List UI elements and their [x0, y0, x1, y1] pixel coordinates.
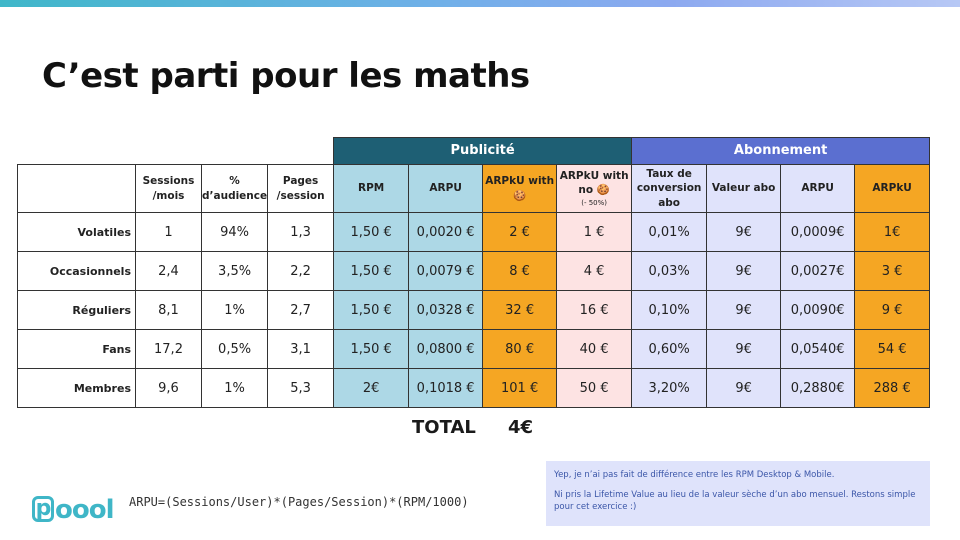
cell-arpu-abo: 0,0009€: [781, 213, 855, 252]
poool-logo: [32, 496, 114, 524]
cell-arpku-with-cookie: 8 €: [483, 252, 557, 291]
table-row: [18, 330, 930, 369]
header-audience: % d’audience: [202, 165, 268, 213]
cell-arpu-pub: 0,1018 €: [409, 369, 483, 408]
cell-arpku-with-cookie: 32 €: [483, 291, 557, 330]
cell-taux-conversion: 0,10%: [632, 291, 707, 330]
cell-sessions: 17,2: [136, 330, 202, 369]
column-header-row: [18, 165, 930, 213]
cell-arpu-pub: 0,0800 €: [409, 330, 483, 369]
cell-arpu-abo: 0,0027€: [781, 252, 855, 291]
header-taux-conversion: Taux de conversion abo: [632, 165, 707, 213]
table-row: [18, 213, 930, 252]
cell-pages: 2,7: [268, 291, 334, 330]
cell-taux-conversion: 0,60%: [632, 330, 707, 369]
table-row: [18, 252, 930, 291]
note-box: [546, 461, 930, 526]
cell-sessions: 2,4: [136, 252, 202, 291]
cell-valeur-abo: 9€: [707, 369, 781, 408]
row-label: Occasionnels: [18, 252, 136, 291]
table-row: [18, 291, 930, 330]
cell-arpku-abo: 3 €: [855, 252, 930, 291]
cell-arpku-no-cookie: 1 €: [557, 213, 632, 252]
cell-arpku-no-cookie: 4 €: [557, 252, 632, 291]
cell-sessions: 1: [136, 213, 202, 252]
group-header-row: [18, 138, 930, 165]
cell-arpku-no-cookie: 50 €: [557, 369, 632, 408]
group-publicite: Publicité: [334, 138, 632, 165]
group-spacer: [18, 138, 334, 165]
header-arpku-abo: ARPkU: [855, 165, 930, 213]
cell-rpm: 1,50 €: [334, 291, 409, 330]
cell-arpku-with-cookie: 80 €: [483, 330, 557, 369]
note-line-1: Yep, je n’ai pas fait de différence entre les RPM Desktop & Mobile.: [554, 470, 835, 480]
cell-taux-conversion: 3,20%: [632, 369, 707, 408]
header-valeur-abo: Valeur abo: [707, 165, 781, 213]
row-label: Réguliers: [18, 291, 136, 330]
cell-rpm: 2€: [334, 369, 409, 408]
total-value: 4€: [508, 417, 534, 438]
cell-audience: 0,5%: [202, 330, 268, 369]
cell-arpku-abo: 9 €: [855, 291, 930, 330]
table-row: [18, 369, 930, 408]
cell-taux-conversion: 0,01%: [632, 213, 707, 252]
header-rpm: RPM: [334, 165, 409, 213]
cell-arpu-abo: 0,0090€: [781, 291, 855, 330]
cell-arpu-pub: 0,0020 €: [409, 213, 483, 252]
cell-valeur-abo: 9€: [707, 291, 781, 330]
cell-valeur-abo: 9€: [707, 252, 781, 291]
cell-audience: 94%: [202, 213, 268, 252]
header-arpu-pub: ARPU: [409, 165, 483, 213]
row-label: Fans: [18, 330, 136, 369]
row-label: Volatiles: [18, 213, 136, 252]
header-arpu-abo: ARPU: [781, 165, 855, 213]
total-label: TOTAL: [412, 417, 476, 438]
cell-sessions: 8,1: [136, 291, 202, 330]
group-abonnement: Abonnement: [632, 138, 930, 165]
cell-rpm: 1,50 €: [334, 252, 409, 291]
cell-rpm: 1,50 €: [334, 213, 409, 252]
cell-pages: 1,3: [268, 213, 334, 252]
cell-arpku-no-cookie: 16 €: [557, 291, 632, 330]
cell-arpku-abo: 288 €: [855, 369, 930, 408]
header-arpku-no-cookie-note: (- 50%): [581, 198, 608, 207]
header-arpku-no-cookie-label: ARPkU with no 🍪: [559, 169, 629, 196]
cell-pages: 2,2: [268, 252, 334, 291]
cell-arpku-abo: 54 €: [855, 330, 930, 369]
cell-arpu-pub: 0,0328 €: [409, 291, 483, 330]
cell-arpku-with-cookie: 101 €: [483, 369, 557, 408]
row-label: Membres: [18, 369, 136, 408]
cell-sessions: 9,6: [136, 369, 202, 408]
cell-audience: 1%: [202, 291, 268, 330]
cell-arpku-with-cookie: 2 €: [483, 213, 557, 252]
logo-rest: oool: [55, 495, 114, 525]
cell-taux-conversion: 0,03%: [632, 252, 707, 291]
cell-audience: 3,5%: [202, 252, 268, 291]
cell-pages: 5,3: [268, 369, 334, 408]
cell-arpu-pub: 0,0079 €: [409, 252, 483, 291]
arpu-formula: ARPU=(Sessions/User)*(Pages/Session)*(RPM/1000): [129, 495, 469, 509]
logo-first-letter: p: [32, 496, 54, 522]
cell-arpu-abo: 0,2880€: [781, 369, 855, 408]
note-line-2: Ni pris la Lifetime Value au lieu de la valeur sèche d’un abo mensuel. Restons simple pour cet exercice :): [554, 490, 916, 512]
cell-arpku-abo: 1€: [855, 213, 930, 252]
cell-audience: 1%: [202, 369, 268, 408]
top-gradient-bar: [0, 0, 960, 7]
cell-arpku-no-cookie: 40 €: [557, 330, 632, 369]
cell-rpm: 1,50 €: [334, 330, 409, 369]
cell-pages: 3,1: [268, 330, 334, 369]
header-segment: [18, 165, 136, 213]
header-arpku-with-cookie: ARPkU with🍪: [483, 165, 557, 213]
table-body: [18, 213, 930, 408]
cell-arpu-abo: 0,0540€: [781, 330, 855, 369]
header-arpku-no-cookie: [557, 165, 632, 213]
page-title: C’est parti pour les maths: [42, 56, 530, 96]
cell-valeur-abo: 9€: [707, 213, 781, 252]
header-pages: Pages /session: [268, 165, 334, 213]
header-sessions: Sessions /mois: [136, 165, 202, 213]
metrics-table: [17, 137, 930, 408]
cell-valeur-abo: 9€: [707, 330, 781, 369]
